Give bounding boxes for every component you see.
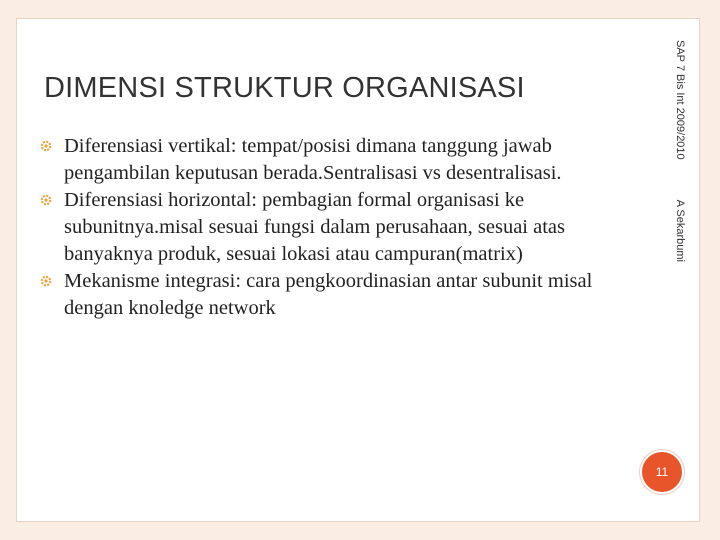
page-number-badge — [640, 450, 684, 494]
bullet-text: Diferensiasi vertikal: tempat/posisi dimana tanggung jawab pengambilan keputusan berada.Sentralisasi vs desentralisasi. — [64, 135, 562, 184]
bullet-text: Mekanisme integrasi: cara pengkoordinasian antar subunit misal dengan knoledge network — [64, 270, 593, 319]
bullet-list — [40, 133, 640, 322]
bullet-item — [40, 187, 640, 268]
bullet-text: Diferensiasi horizontal: pembagian formal organisasi ke subunitnya.misal sesuai fungsi dalam perusahaan, sesuai atas banyaknya produk, sesuai lokasi atau campuran(matrix) — [64, 189, 565, 265]
vertical-footer — [668, 40, 686, 262]
course-label: SAP 7 Bis Int 2009/2010 — [674, 40, 686, 160]
author-label: A Sekarbumi — [674, 199, 686, 262]
gear-bullet-icon — [40, 140, 52, 152]
gear-bullet-icon — [40, 275, 52, 287]
bullet-item — [40, 268, 640, 322]
bullet-item — [40, 133, 640, 187]
slide-title: DIMENSI STRUKTUR ORGANISASI — [44, 72, 525, 104]
gear-bullet-icon — [40, 194, 52, 206]
page-number: 11 — [655, 465, 669, 479]
